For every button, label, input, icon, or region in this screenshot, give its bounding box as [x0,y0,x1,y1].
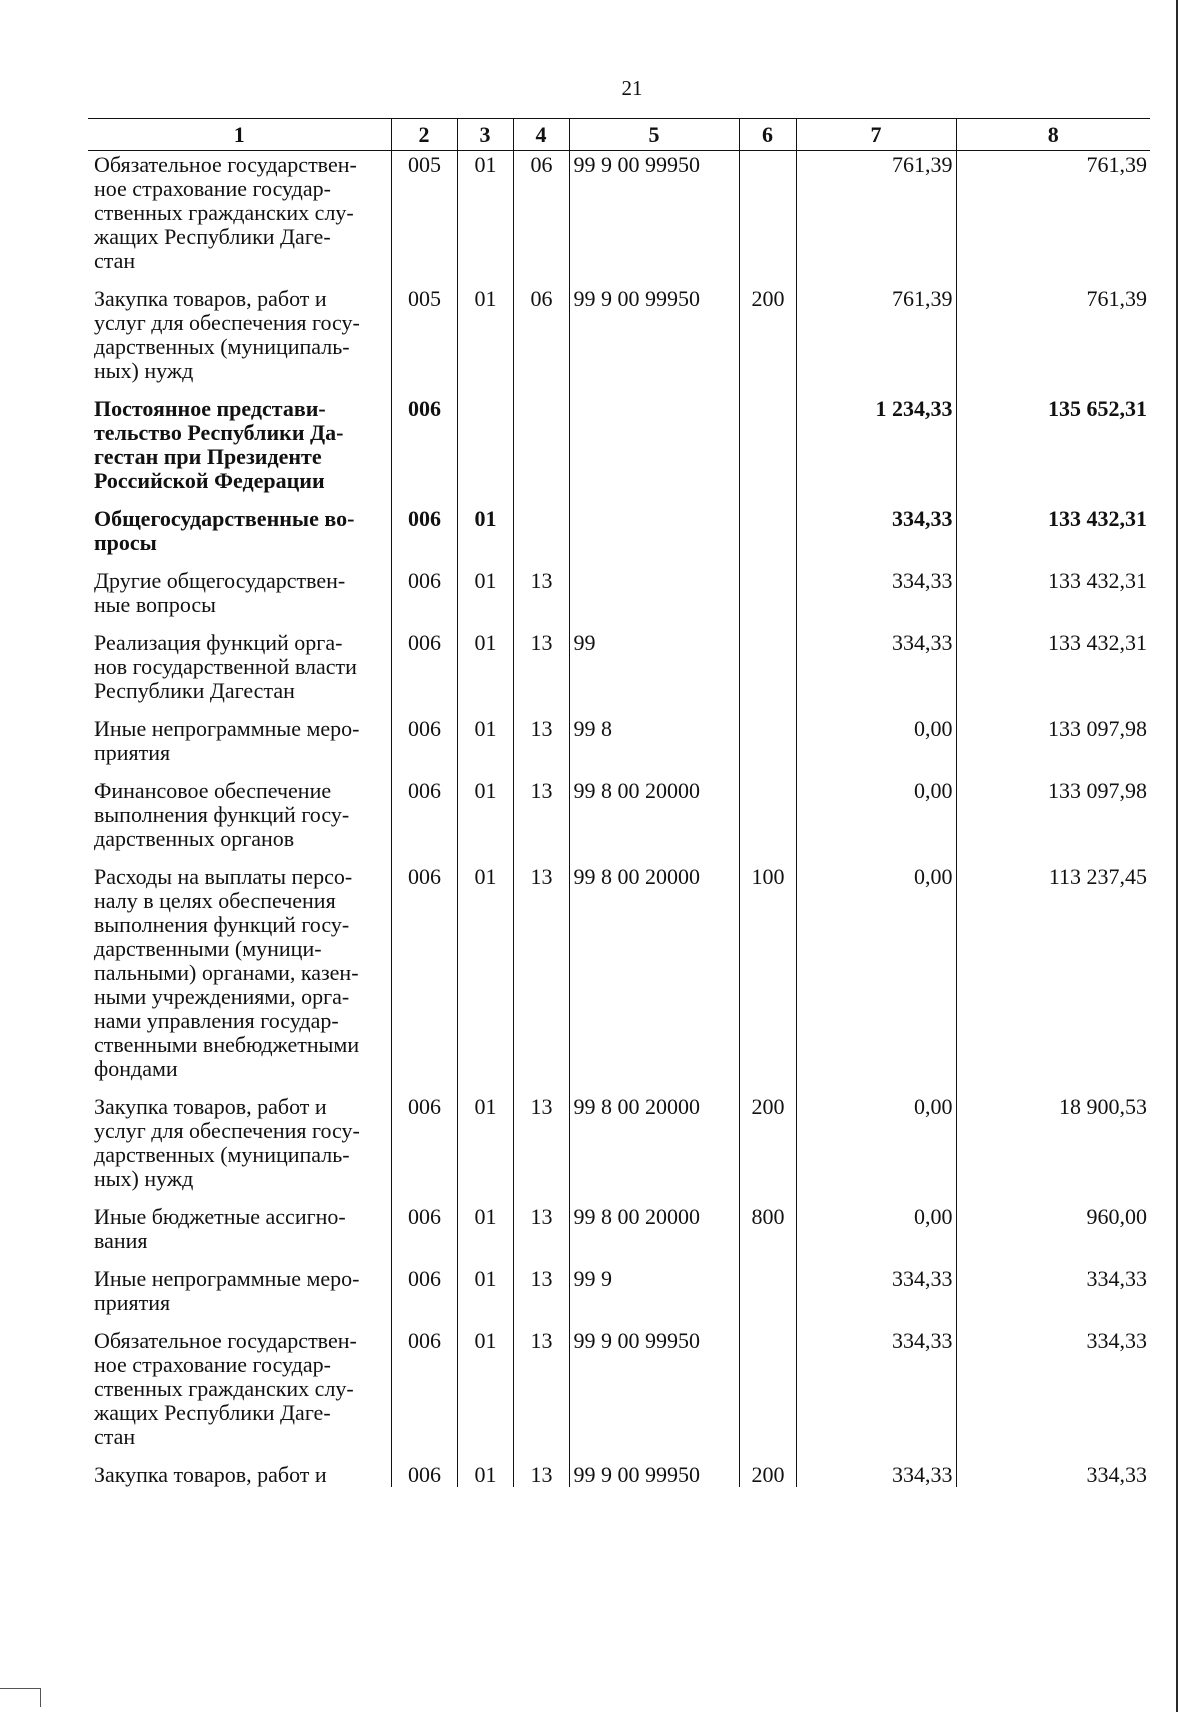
cell-amount-7: 0,00 [796,777,956,863]
table-row [88,1327,1150,1461]
cell-amount-7: 761,39 [796,285,956,395]
cell-expense-type [739,151,796,286]
table-row [88,567,1150,629]
cell-amount-8: 334,33 [956,1265,1150,1327]
cell-target-article: 99 8 [569,715,739,777]
cell-name: Финансовое обеспечение выполнения функций госу- дарственных органов [94,778,350,851]
cell-target-article [569,567,739,629]
cell-amount-8: 133 097,98 [956,715,1150,777]
cell-section: 01 [457,285,513,395]
table-row [88,1265,1150,1327]
cell-amount-8: 133 432,31 [956,567,1150,629]
cell-expense-type: 200 [739,285,796,395]
cell-amount-7: 0,00 [796,715,956,777]
cell-amount-7: 334,33 [796,629,956,715]
cell-section: 01 [457,505,513,567]
cell-amount-8: 761,39 [956,151,1150,286]
cell-target-article: 99 8 00 20000 [569,1093,739,1203]
cell-amount-8: 334,33 [956,1461,1150,1487]
cell-subsection: 13 [513,715,569,777]
cell-target-article: 99 9 00 99950 [569,1461,739,1487]
cell-admin-code: 006 [391,715,457,777]
table-row [88,1461,1150,1487]
table-row [88,285,1150,395]
table-body [88,151,1150,1488]
cell-expense-type: 100 [739,863,796,1093]
table-row [88,1203,1150,1265]
budget-table [88,118,1150,1487]
cell-section: 01 [457,567,513,629]
table-row [88,629,1150,715]
cell-subsection: 13 [513,863,569,1093]
cell-admin-code: 006 [391,395,457,505]
cell-subsection: 06 [513,285,569,395]
cell-amount-8: 133 432,31 [956,629,1150,715]
cell-amount-7: 1 234,33 [796,395,956,505]
cell-admin-code: 006 [391,505,457,567]
cell-amount-8: 960,00 [956,1203,1150,1265]
cell-name: Другие общегосударствен- ные вопросы [94,568,346,617]
cell-name: Закупка товаров, работ и услуг для обеспечения госу- дарственных (муниципаль- ных) нужд [94,1094,360,1191]
table-row [88,395,1150,505]
header-col-1: 1 [88,119,391,151]
cell-expense-type: 200 [739,1461,796,1487]
header-col-3: 3 [457,119,513,151]
header-col-5: 5 [569,119,739,151]
cell-expense-type [739,395,796,505]
cell-section: 01 [457,629,513,715]
cell-amount-8: 334,33 [956,1327,1150,1461]
table-row [88,715,1150,777]
cell-amount-8: 133 432,31 [956,505,1150,567]
cell-expense-type [739,715,796,777]
cell-expense-type [739,629,796,715]
cell-amount-7: 334,33 [796,1265,956,1327]
cell-name: Постоянное представи- тельство Республики Да- гестан при Президенте Российской Федерации [94,396,344,493]
header-col-8: 8 [956,119,1150,151]
cell-amount-7: 0,00 [796,1093,956,1203]
cell-admin-code: 006 [391,863,457,1093]
header-col-7: 7 [796,119,956,151]
cell-amount-8: 113 237,45 [956,863,1150,1093]
cell-admin-code: 005 [391,151,457,286]
cell-target-article [569,505,739,567]
table-row [88,151,1150,286]
scan-edge-right [1176,0,1178,1712]
cell-amount-7: 334,33 [796,567,956,629]
cell-subsection: 13 [513,777,569,863]
header-col-2: 2 [391,119,457,151]
cell-subsection: 13 [513,629,569,715]
cell-admin-code: 006 [391,1093,457,1203]
cell-name: Иные бюджетные ассигно- вания [94,1204,346,1253]
cell-name: Иные непрограммные меро- приятия [94,1266,360,1315]
cell-amount-7: 334,33 [796,505,956,567]
cell-expense-type [739,505,796,567]
scan-edge-left [0,1688,41,1707]
cell-name: Иные непрограммные меро- приятия [94,716,360,765]
cell-subsection: 13 [513,1461,569,1487]
cell-expense-type [739,1265,796,1327]
table-row [88,505,1150,567]
cell-admin-code: 006 [391,1265,457,1327]
cell-expense-type: 800 [739,1203,796,1265]
cell-subsection: 13 [513,1093,569,1203]
cell-amount-8: 761,39 [956,285,1150,395]
cell-target-article [569,395,739,505]
cell-amount-7: 334,33 [796,1327,956,1461]
cell-amount-7: 761,39 [796,151,956,286]
cell-section: 01 [457,863,513,1093]
cell-expense-type: 200 [739,1093,796,1203]
cell-section: 01 [457,151,513,286]
cell-amount-8: 18 900,53 [956,1093,1150,1203]
header-row [88,119,1150,151]
table-row [88,777,1150,863]
cell-expense-type [739,567,796,629]
cell-target-article: 99 9 00 99950 [569,285,739,395]
cell-section: 01 [457,715,513,777]
cell-amount-8: 135 652,31 [956,395,1150,505]
cell-amount-7: 0,00 [796,1203,956,1265]
cell-name: Обязательное государствен- ное страхование государ- ственных гражданских слу- жащих Республики Даге- стан [94,152,357,273]
cell-subsection: 13 [513,1327,569,1461]
cell-target-article: 99 9 00 99950 [569,151,739,286]
cell-amount-8: 133 097,98 [956,777,1150,863]
cell-target-article: 99 9 [569,1265,739,1327]
cell-admin-code: 006 [391,777,457,863]
cell-amount-7: 334,33 [796,1461,956,1487]
cell-section: 01 [457,1203,513,1265]
cell-admin-code: 006 [391,1203,457,1265]
cell-admin-code: 006 [391,567,457,629]
cell-name: Закупка товаров, работ и [94,1462,327,1487]
cell-name: Реализация функций орга- нов государственной власти Республики Дагестан [94,630,357,703]
cell-name: Закупка товаров, работ и услуг для обеспечения госу- дарственных (муниципаль- ных) нужд [94,286,360,383]
cell-target-article: 99 9 00 99950 [569,1327,739,1461]
cell-expense-type [739,777,796,863]
cell-target-article: 99 [569,629,739,715]
cell-amount-7: 0,00 [796,863,956,1093]
cell-admin-code: 006 [391,1327,457,1461]
cell-subsection: 13 [513,1265,569,1327]
cell-name: Обязательное государствен- ное страхование государ- ственных гражданских слу- жащих Республики Даге- стан [94,1328,357,1449]
cell-section: 01 [457,1093,513,1203]
cell-subsection [513,395,569,505]
cell-section: 01 [457,1461,513,1487]
table-row [88,863,1150,1093]
cell-expense-type [739,1327,796,1461]
cell-target-article: 99 8 00 20000 [569,863,739,1093]
cell-name: Расходы на выплаты персо- налу в целях обеспечения выполнения функций госу- дарственными (муници- пальными) органами, казен- ными учреждениями, орга- нами управления государ- ственными внебюджетными фондами [94,864,360,1081]
cell-subsection: 13 [513,567,569,629]
table-row [88,1093,1150,1203]
header-col-4: 4 [513,119,569,151]
cell-name: Общегосударственные во- просы [94,506,355,555]
cell-admin-code: 006 [391,1461,457,1487]
header-col-6: 6 [739,119,796,151]
cell-subsection: 13 [513,1203,569,1265]
cell-section: 01 [457,1327,513,1461]
cell-subsection [513,505,569,567]
page-number: 21 [621,76,643,100]
cell-section [457,395,513,505]
cell-section: 01 [457,1265,513,1327]
cell-target-article: 99 8 00 20000 [569,777,739,863]
cell-target-article: 99 8 00 20000 [569,1203,739,1265]
cell-admin-code: 005 [391,285,457,395]
cell-section: 01 [457,777,513,863]
cell-admin-code: 006 [391,629,457,715]
cell-subsection: 06 [513,151,569,286]
